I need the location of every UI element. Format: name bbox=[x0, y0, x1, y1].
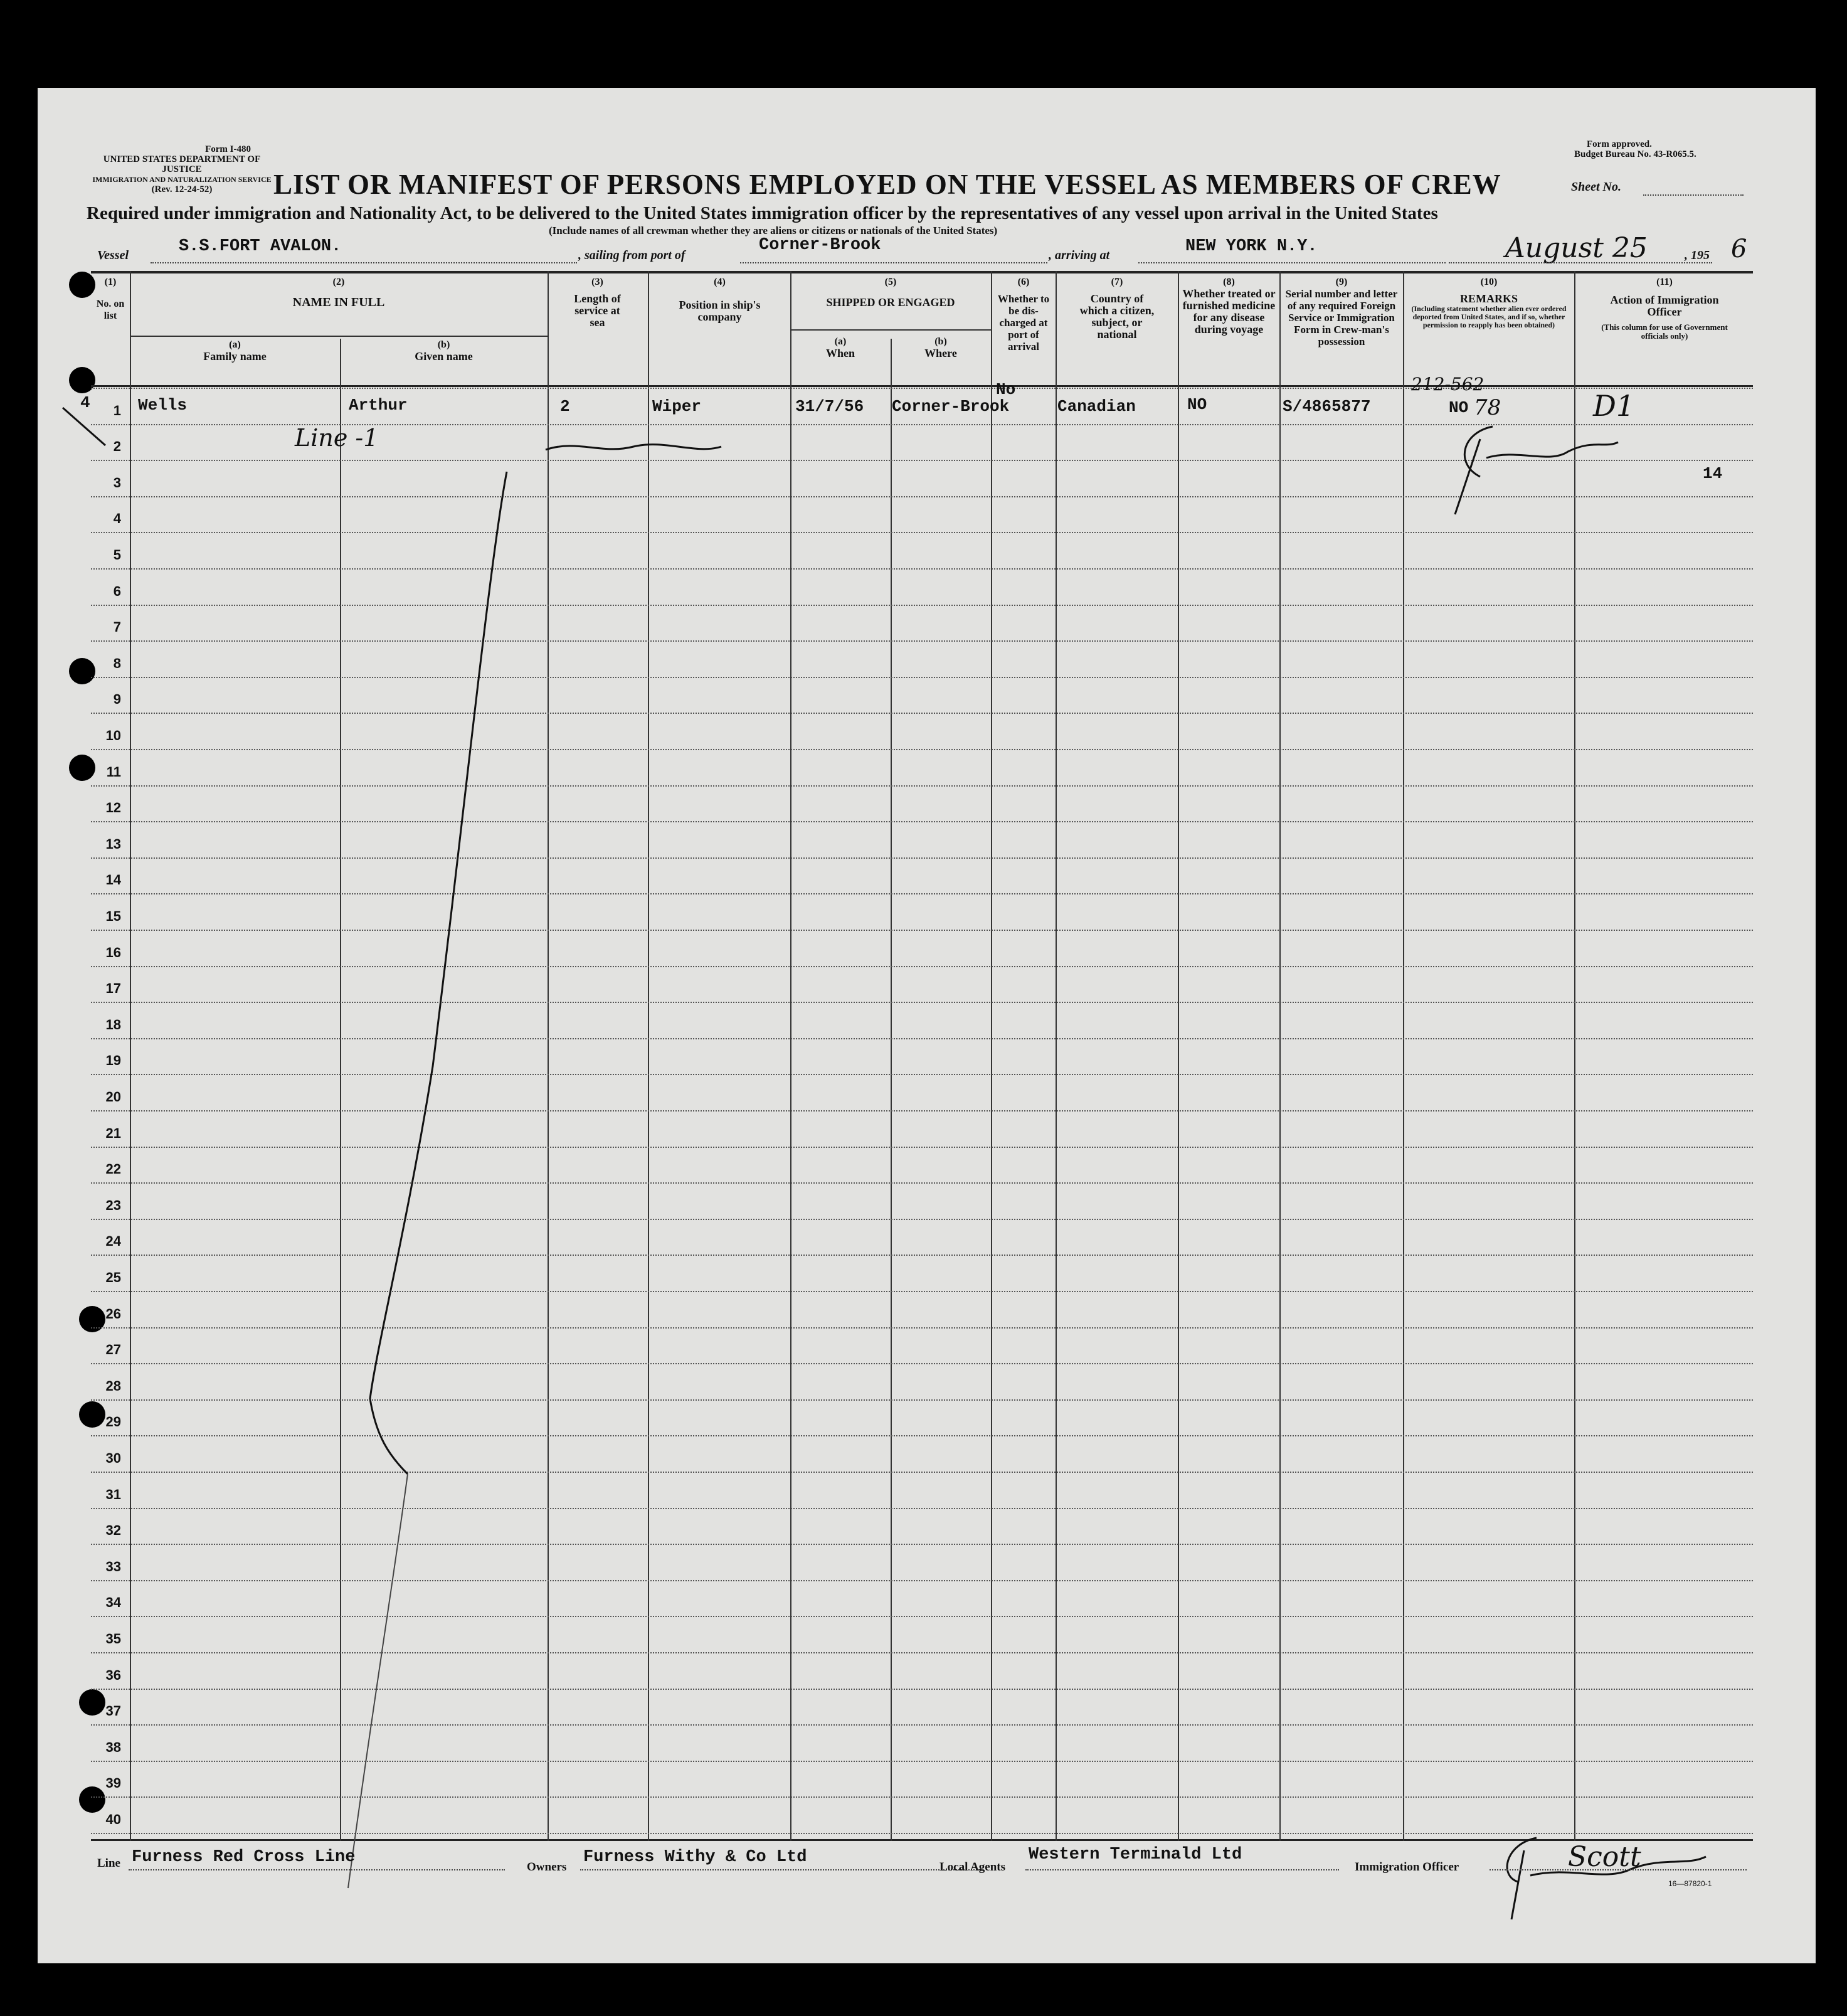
col-num: (b) bbox=[934, 336, 947, 347]
row-number: 15 bbox=[105, 908, 121, 924]
long-marker-stroke-lower bbox=[348, 1474, 408, 1888]
footer-owners-rule bbox=[580, 1869, 982, 1870]
col-num: (b) bbox=[437, 339, 450, 350]
row-number: 39 bbox=[105, 1775, 121, 1791]
col-num: (1) bbox=[104, 277, 117, 287]
row-number: 26 bbox=[105, 1305, 121, 1322]
port-from: Corner-Brook bbox=[759, 236, 881, 255]
row-number: 5 bbox=[113, 547, 121, 563]
port-to: NEW YORK N.Y. bbox=[1185, 237, 1318, 256]
footer-line-value: Furness Red Cross Line bbox=[132, 1848, 356, 1867]
row-number: 18 bbox=[105, 1016, 121, 1032]
row-number: 40 bbox=[105, 1812, 121, 1827]
signature-remarks bbox=[1455, 427, 1618, 514]
entry-where: Corner-Brook bbox=[892, 397, 1010, 416]
col-label: Country of which a citizen, subject, or national bbox=[1079, 292, 1155, 341]
row-number: 32 bbox=[105, 1522, 121, 1539]
entry-initial: 78 bbox=[1474, 395, 1501, 420]
col-num: (8) bbox=[1223, 277, 1235, 287]
entry-line-note: Line -1 bbox=[295, 424, 379, 452]
footer-code: 16—87820-1 bbox=[1668, 1879, 1712, 1888]
agency-line2: IMMIGRATION AND NATURALIZATION SERVICE bbox=[92, 175, 272, 184]
row-number: 27 bbox=[105, 1342, 121, 1358]
col-num: (5) bbox=[884, 277, 897, 287]
footer-officer-rule bbox=[1490, 1869, 1747, 1870]
agency-line1: UNITED STATES DEPARTMENT OF JUSTICE bbox=[103, 154, 261, 174]
row-number: 9 bbox=[113, 691, 121, 708]
col-label: Given name bbox=[415, 350, 473, 363]
col-num: (11) bbox=[1656, 277, 1673, 287]
row-number: 16 bbox=[105, 944, 121, 960]
vessel-name: S.S.FORT AVALON. bbox=[179, 237, 342, 256]
strike-line-1 bbox=[63, 408, 105, 445]
row-number: 8 bbox=[113, 655, 121, 671]
row-number: 28 bbox=[105, 1377, 121, 1394]
entry-serial: S/4865877 bbox=[1283, 397, 1371, 416]
col-note: (Including statement whether alien ever ordered deported from United States, and if so, whether permission to reapply has been obtained) bbox=[1411, 304, 1567, 329]
approval-line2: Budget Bureau No. 43-R065.5. bbox=[1574, 149, 1696, 159]
entry-when: 31/7/56 bbox=[795, 397, 864, 416]
entry-list-no: 4 bbox=[80, 393, 90, 412]
sheet-no-label: Sheet No. bbox=[1571, 180, 1621, 194]
entry-country: Canadian bbox=[1057, 397, 1136, 416]
col-label: Position in ship's company bbox=[679, 299, 761, 323]
footer-officer-label: Immigration Officer bbox=[1355, 1860, 1459, 1874]
col-label: No. on list bbox=[96, 299, 125, 321]
instruction: (Include names of all crewman whether they are aliens or citizens or nationals of the United States) bbox=[549, 225, 998, 236]
footer-agents-label: Local Agents bbox=[939, 1860, 1006, 1874]
col-num: (2) bbox=[332, 277, 345, 287]
entry-service: 2 bbox=[560, 397, 570, 416]
row-number: 13 bbox=[105, 836, 121, 852]
entry-action: D1 bbox=[1593, 389, 1635, 423]
row-number: 29 bbox=[105, 1414, 121, 1430]
row-number: 14 bbox=[105, 872, 121, 888]
row-number: 10 bbox=[105, 728, 121, 743]
col-label: REMARKS bbox=[1459, 292, 1518, 305]
row-number: 7 bbox=[113, 619, 121, 635]
col-label: Family name bbox=[203, 350, 267, 363]
row-number: 4 bbox=[113, 511, 121, 527]
row-number: 3 bbox=[113, 474, 121, 491]
long-marker-stroke bbox=[370, 472, 507, 1474]
col-label: Whether treated or furnished medicine for any disease during voyage bbox=[1182, 287, 1276, 336]
footer-officer-signature: Scott bbox=[1568, 1841, 1641, 1873]
year-prefix: , 195 bbox=[1685, 248, 1710, 262]
entry-remarks: NO bbox=[1449, 398, 1469, 417]
row-number: 24 bbox=[105, 1233, 121, 1249]
col-num: (6) bbox=[1017, 277, 1030, 287]
entry-treated: NO bbox=[1187, 395, 1207, 414]
col-label: Action of Immigration Officer bbox=[1610, 294, 1719, 318]
arriving-label: , arriving at bbox=[1049, 248, 1110, 262]
form-number: Form I-480 bbox=[205, 144, 251, 154]
footer-agents-rule bbox=[1025, 1869, 1339, 1870]
col-label: Whether to be dis-charged at port of arrival bbox=[997, 293, 1050, 353]
col-num: (7) bbox=[1111, 277, 1123, 287]
wavy-line-note bbox=[546, 445, 721, 450]
col-num: (a) bbox=[229, 339, 241, 350]
row-number: 31 bbox=[105, 1486, 121, 1502]
row-number: 38 bbox=[105, 1739, 121, 1755]
footer-line-rule bbox=[129, 1869, 505, 1870]
col-label: When bbox=[825, 347, 855, 359]
footer-line-label: Line bbox=[97, 1857, 120, 1870]
page-title: LIST OR MANIFEST OF PERSONS EMPLOYED ON THE VESSEL AS MEMBERS OF CREW bbox=[273, 169, 1501, 200]
row-number: 36 bbox=[105, 1667, 121, 1683]
entry-remarks-note: 212-562 bbox=[1411, 374, 1484, 395]
row-number: 25 bbox=[105, 1270, 121, 1285]
approval-line1: Form approved. bbox=[1587, 139, 1652, 149]
row-number: 21 bbox=[105, 1125, 121, 1141]
col-label: NAME IN FULL bbox=[292, 295, 385, 309]
subtitle: Required under immigration and Nationality Act, to be delivered to the United States immigration officer by the representatives of any vessel upon arrival in the United States bbox=[87, 203, 1438, 223]
row-number: 23 bbox=[105, 1197, 121, 1213]
col-num: (a) bbox=[834, 336, 847, 347]
row-number: 1 bbox=[113, 402, 121, 418]
row-number: 34 bbox=[105, 1594, 121, 1611]
row-number: 37 bbox=[105, 1703, 121, 1719]
col-label: Where bbox=[924, 347, 957, 359]
col-note: (This column for use of Government officials only) bbox=[1601, 322, 1728, 341]
col-label: SHIPPED OR ENGAGED bbox=[826, 296, 955, 309]
row-number: 20 bbox=[105, 1089, 121, 1105]
row-number: 11 bbox=[106, 763, 121, 780]
sailing-label: , sailing from port of bbox=[578, 248, 685, 262]
year-digit: 6 bbox=[1731, 235, 1747, 263]
row-number: 19 bbox=[105, 1053, 121, 1069]
entry-given-name: Arthur bbox=[349, 396, 408, 415]
col-num: (9) bbox=[1335, 277, 1348, 287]
entry-family-name: Wells bbox=[138, 396, 188, 415]
row-number: 35 bbox=[105, 1631, 121, 1647]
row-number: 12 bbox=[105, 800, 121, 816]
row-number: 6 bbox=[113, 583, 121, 599]
footer-owners-value: Furness Withy & Co Ltd bbox=[583, 1848, 807, 1867]
arrival-date: August 25 bbox=[1505, 232, 1648, 264]
col-num: (4) bbox=[714, 277, 726, 287]
entry-discharged: No bbox=[996, 380, 1016, 399]
row-number: 2 bbox=[113, 438, 121, 455]
row-number: 30 bbox=[105, 1450, 121, 1466]
entry-position: Wiper bbox=[652, 397, 702, 416]
col-label: Serial number and letter of any required Foreign Service or Immigration Form in Crew-man's possession bbox=[1285, 288, 1398, 347]
col-label: Length of service at sea bbox=[574, 292, 621, 329]
col-num: (10) bbox=[1480, 277, 1498, 287]
row-number: 33 bbox=[105, 1558, 121, 1574]
footer-agents-value: Western Terminald Ltd bbox=[1029, 1845, 1242, 1864]
revision: (Rev. 12-24-52) bbox=[151, 184, 213, 194]
row-number: 22 bbox=[105, 1161, 121, 1177]
row-number: 17 bbox=[105, 980, 121, 997]
footer-owners-label: Owners bbox=[527, 1860, 567, 1874]
vessel-label: Vessel bbox=[97, 248, 129, 262]
col-num: (3) bbox=[591, 277, 603, 287]
entry-count: 14 bbox=[1703, 464, 1723, 483]
